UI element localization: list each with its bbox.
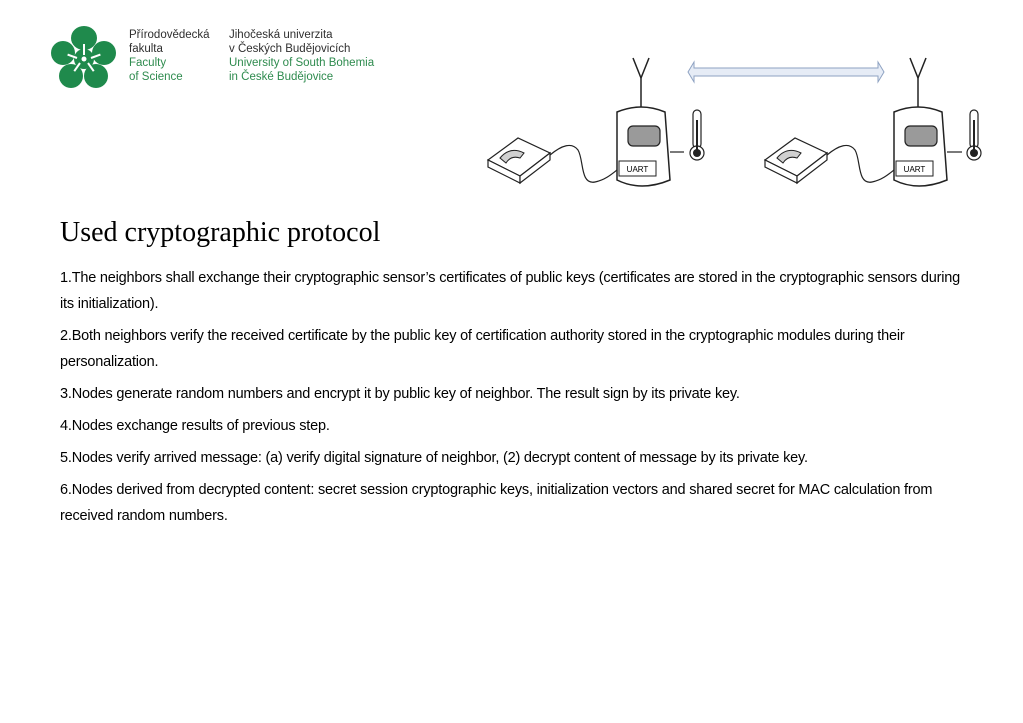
uart-label-right: UART [903,165,926,174]
protocol-step: 5.Nodes verify arrived message: (a) verify digital signature of neighbor, (2) decrypt content of message by its private key. [60,450,808,466]
faculty-name [129,28,210,84]
antenna-right-icon [910,58,926,108]
protocol-step: 1.The neighbors shall exchange their cryptographic sensor’s certificates of public keys (certificates are stored in the cryptographic sensors during its initialization). [60,270,960,312]
leaf-flower-logo-icon [50,24,118,92]
thermometer-right-icon [947,110,981,160]
faculty-cz-line2: fakulta [129,43,163,55]
protocol-step: 4.Nodes exchange results of previous step. [60,418,330,434]
protocol-step: 2.Both neighbors verify the received certificate by the public key of certification authority stored in the cryptographic modules during their personalization. [60,328,905,370]
faculty-cz-line1: Přírodovědecká [129,29,210,41]
university-name [229,28,374,84]
uart-label-left: UART [626,165,649,174]
page-title: Used cryptographic protocol [60,217,381,248]
sensor-node-left [488,58,704,186]
antenna-left-icon [633,58,649,108]
university-logo [50,24,395,92]
faculty-en-line2: of Science [129,71,183,83]
sensor-node-right [765,58,981,186]
crypto-module-right-icon [765,138,827,183]
double-arrow-icon [688,62,884,82]
faculty-en-line1: Faculty [129,57,167,69]
protocol-steps-list [60,265,970,535]
protocol-step: 6.Nodes derived from decrypted content: secret session cryptographic keys, initialization vectors and shared secret for MAC calculation from received random numbers. [60,482,933,524]
protocol-step: 3.Nodes generate random numbers and encrypt it by public key of neighbor. The result sign by its private key. [60,386,740,402]
university-cz-line2: v Českých Budějovicích [229,43,351,55]
university-cz-line1: Jihočeská univerzita [229,29,333,41]
crypto-module-left-icon [488,138,550,183]
thermometer-left-icon [670,110,704,160]
sensor-node-diagram [480,50,1000,195]
university-en-line1: University of South Bohemia [229,57,375,69]
university-en-line2: in České Budějovice [229,71,334,83]
